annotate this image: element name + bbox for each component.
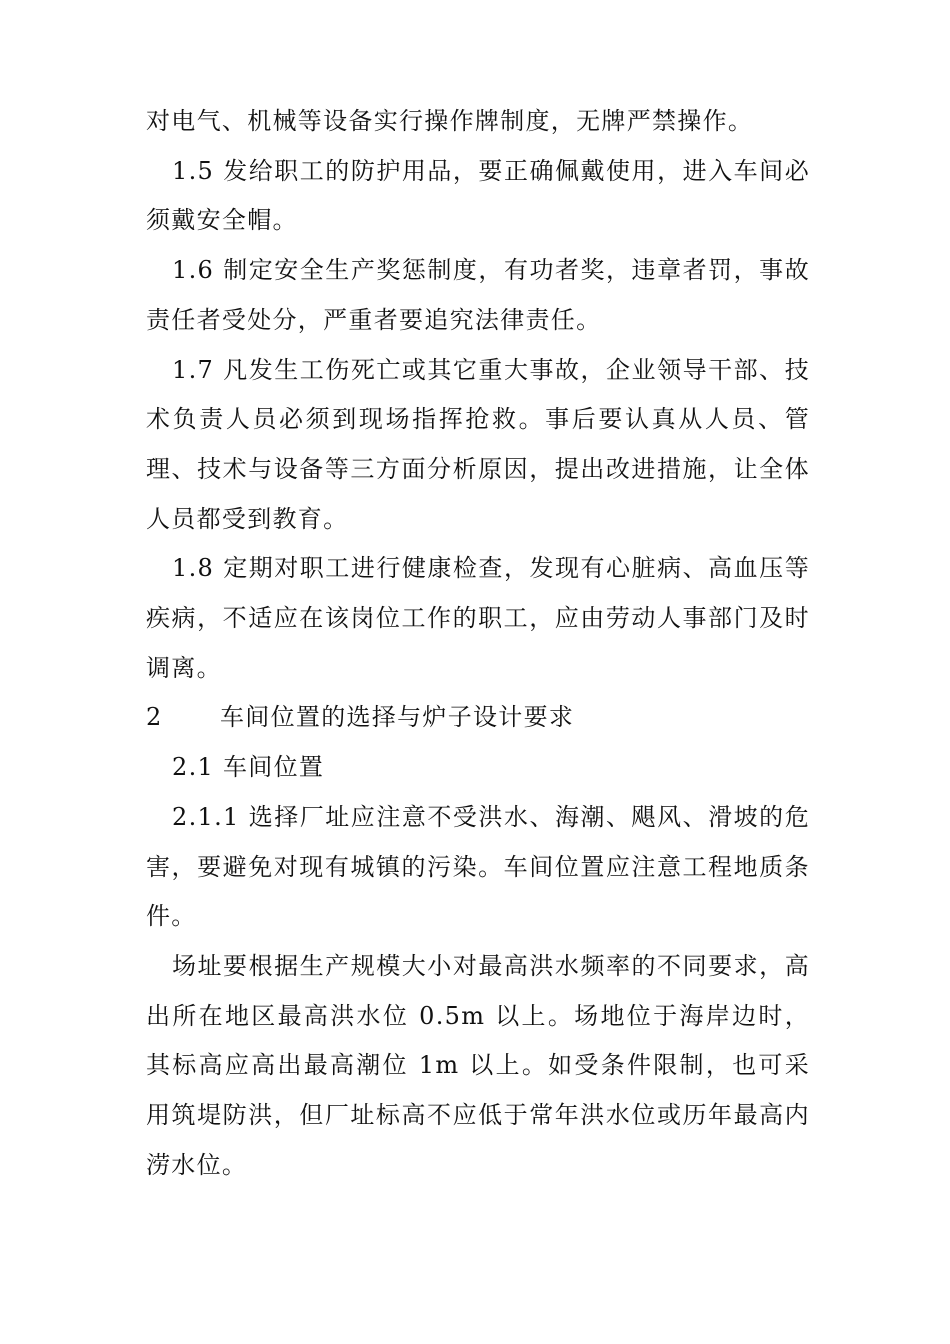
section-2-number: 2 [146, 703, 163, 732]
document-body [146, 97, 810, 1190]
paragraph-1-8-health-check: 1.8 定期对职工进行健康检查，发现有心脏病、高血压等疾病，不适应在该岗位工作的职工，应由劳动人事部门及时调离。 [146, 554, 810, 682]
paragraph-flood-elevation: 场址要根据生产规模大小对最高洪水频率的不同要求，高出所在地区最高洪水位 0.5m 以上。场地位于海岸边时，其标高应高出最高潮位 1m 以上。如受条件限制，也可采用筑堤防洪，但厂址标高不应低于常年洪水位或历年最高内涝水位。 [146, 951, 810, 1179]
paragraph-equipment-operation-tag: 对电气、机械等设备实行操作牌制度，无牌严禁操作。 [146, 107, 754, 135]
section-2-heading [146, 693, 810, 743]
paragraph-1-6-reward-penalty: 1.6 制定安全生产奖惩制度，有功者奖，违章者罚，事故责任者受处分，严重者要追究法律责任。 [146, 256, 810, 334]
paragraph-2-1-1-site-selection: 2.1.1 选择厂址应注意不受洪水、海潮、飓风、滑坡的危害，要避免对现有城镇的污染。车间位置应注意工程地质条件。 [146, 802, 810, 931]
paragraph-1-7-accident-handling: 1.7 凡发生工伤死亡或其它重大事故，企业领导干部、技术负责人员必须到现场指挥抢救。事后要认真从人员、管理、技术与设备等三方面分析原因，提出改进措施，让全体人员都受到教育。 [146, 355, 810, 533]
paragraph-2-1-workshop-location: 2.1 车间位置 [172, 753, 325, 782]
paragraph-1-5-protective-gear: 1.5 发给职工的防护用品，要正确佩戴使用，进入车间必须戴安全帽。 [146, 156, 810, 235]
section-2-title: 车间位置的选择与炉子设计要求 [220, 703, 575, 732]
